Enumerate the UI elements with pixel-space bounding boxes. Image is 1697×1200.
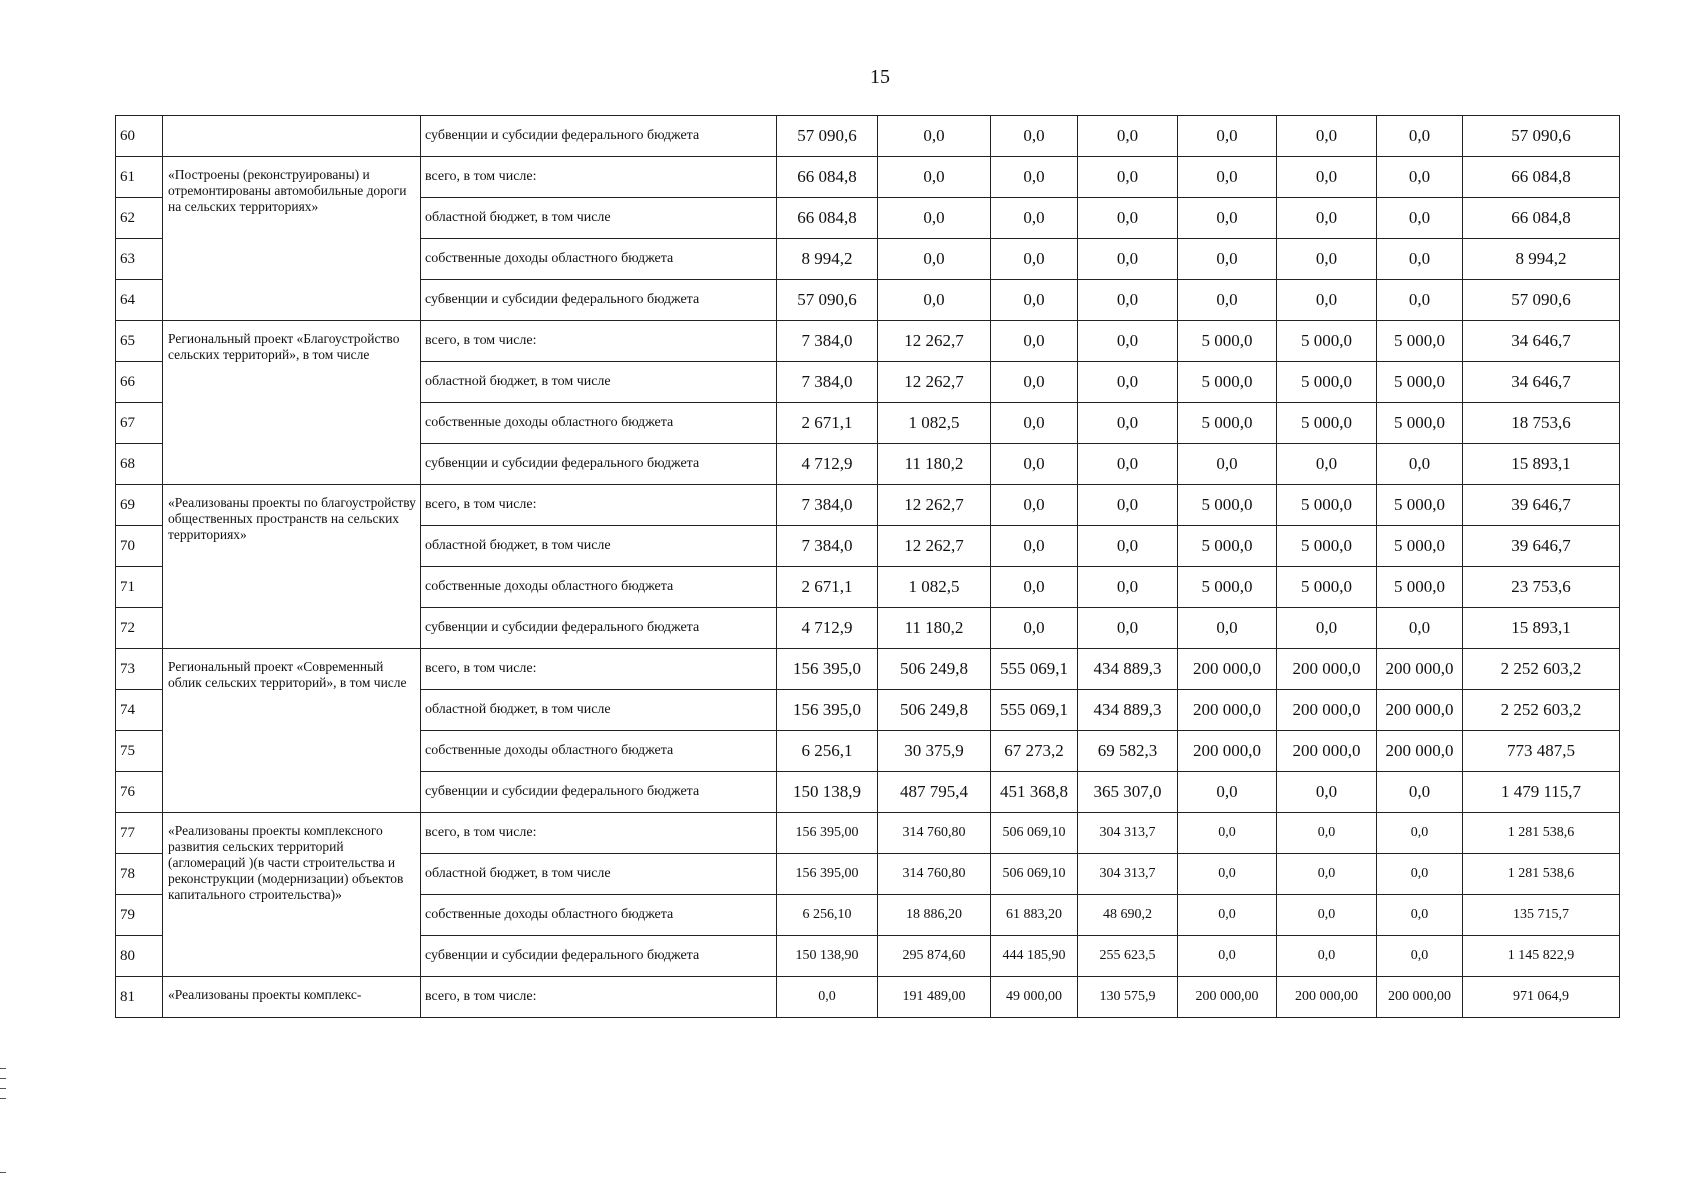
activity-description: «Реализованы проекты комплексного развития сельских территорий (агломераций )(в части строительства и реконструкции (модернизации) объектов капитального строительства)» (163, 813, 421, 977)
value-cell: 0,0 (991, 239, 1078, 280)
value-cell: 487 795,4 (878, 772, 991, 813)
margin-mark (0, 1068, 6, 1069)
value-cell: 57 090,6 (777, 116, 878, 157)
value-cell: 200 000,0 (1377, 731, 1463, 772)
value-cell: 200 000,0 (1377, 690, 1463, 731)
value-cell: 200 000,0 (1178, 731, 1277, 772)
table-row (116, 116, 1620, 157)
row-number: 80 (116, 936, 163, 977)
row-number: 69 (116, 485, 163, 526)
total-value-cell: 66 084,8 (1463, 198, 1620, 239)
value-cell: 5 000,0 (1277, 526, 1377, 567)
total-value-cell: 15 893,1 (1463, 444, 1620, 485)
table-row (116, 977, 1620, 1018)
value-cell: 0,0 (991, 485, 1078, 526)
value-cell: 5 000,0 (1377, 321, 1463, 362)
funding-source: всего, в том числе: (421, 813, 777, 854)
activity-description (163, 116, 421, 157)
value-cell: 0,0 (878, 157, 991, 198)
value-cell: 7 384,0 (777, 526, 878, 567)
value-cell: 0,0 (1178, 280, 1277, 321)
value-cell: 5 000,0 (1178, 567, 1277, 608)
value-cell: 255 623,5 (1078, 936, 1178, 977)
value-cell: 66 084,8 (777, 157, 878, 198)
value-cell: 0,0 (777, 977, 878, 1018)
value-cell: 5 000,0 (1377, 567, 1463, 608)
row-number: 61 (116, 157, 163, 198)
value-cell: 0,0 (1377, 157, 1463, 198)
value-cell: 200 000,00 (1178, 977, 1277, 1018)
total-value-cell: 1 145 822,9 (1463, 936, 1620, 977)
total-value-cell: 34 646,7 (1463, 321, 1620, 362)
value-cell: 12 262,7 (878, 526, 991, 567)
value-cell: 506 249,8 (878, 649, 991, 690)
value-cell: 57 090,6 (777, 280, 878, 321)
total-value-cell: 773 487,5 (1463, 731, 1620, 772)
value-cell: 0,0 (1178, 116, 1277, 157)
total-value-cell: 39 646,7 (1463, 526, 1620, 567)
margin-mark (0, 1098, 6, 1099)
value-cell: 12 262,7 (878, 362, 991, 403)
funding-source: субвенции и субсидии федерального бюджета (421, 116, 777, 157)
value-cell: 200 000,0 (1277, 731, 1377, 772)
row-number: 79 (116, 895, 163, 936)
value-cell: 6 256,10 (777, 895, 878, 936)
value-cell: 0,0 (1078, 198, 1178, 239)
value-cell: 6 256,1 (777, 731, 878, 772)
value-cell: 200 000,0 (1178, 690, 1277, 731)
value-cell: 295 874,60 (878, 936, 991, 977)
value-cell: 200 000,0 (1277, 690, 1377, 731)
row-number: 65 (116, 321, 163, 362)
row-number: 76 (116, 772, 163, 813)
value-cell: 0,0 (991, 362, 1078, 403)
value-cell: 156 395,0 (777, 649, 878, 690)
value-cell: 5 000,0 (1178, 321, 1277, 362)
value-cell: 506 069,10 (991, 813, 1078, 854)
value-cell: 0,0 (1277, 157, 1377, 198)
value-cell: 0,0 (878, 239, 991, 280)
value-cell: 0,0 (1377, 444, 1463, 485)
value-cell: 156 395,00 (777, 813, 878, 854)
table-row (116, 157, 1620, 198)
value-cell: 0,0 (1178, 854, 1277, 895)
value-cell: 156 395,0 (777, 690, 878, 731)
value-cell: 0,0 (1078, 485, 1178, 526)
funding-source: собственные доходы областного бюджета (421, 567, 777, 608)
value-cell: 0,0 (991, 526, 1078, 567)
total-value-cell: 57 090,6 (1463, 280, 1620, 321)
table-row (116, 485, 1620, 526)
value-cell: 1 082,5 (878, 403, 991, 444)
value-cell: 555 069,1 (991, 649, 1078, 690)
value-cell: 0,0 (1377, 239, 1463, 280)
value-cell: 0,0 (1277, 198, 1377, 239)
value-cell: 200 000,00 (1277, 977, 1377, 1018)
value-cell: 5 000,0 (1178, 526, 1277, 567)
total-value-cell: 1 281 538,6 (1463, 813, 1620, 854)
value-cell: 30 375,9 (878, 731, 991, 772)
value-cell: 7 384,0 (777, 321, 878, 362)
value-cell: 49 000,00 (991, 977, 1078, 1018)
row-number: 81 (116, 977, 163, 1018)
value-cell: 0,0 (1178, 936, 1277, 977)
funding-source: субвенции и субсидии федерального бюджета (421, 280, 777, 321)
value-cell: 0,0 (1277, 280, 1377, 321)
row-number: 63 (116, 239, 163, 280)
funding-source: собственные доходы областного бюджета (421, 731, 777, 772)
value-cell: 0,0 (991, 403, 1078, 444)
value-cell: 506 249,8 (878, 690, 991, 731)
value-cell: 444 185,90 (991, 936, 1078, 977)
value-cell: 0,0 (1178, 895, 1277, 936)
row-number: 78 (116, 854, 163, 895)
row-number: 67 (116, 403, 163, 444)
value-cell: 5 000,0 (1377, 362, 1463, 403)
table-row (116, 649, 1620, 690)
value-cell: 66 084,8 (777, 198, 878, 239)
value-cell: 0,0 (878, 198, 991, 239)
value-cell: 0,0 (1277, 772, 1377, 813)
value-cell: 5 000,0 (1178, 362, 1277, 403)
value-cell: 451 368,8 (991, 772, 1078, 813)
funding-source: всего, в том числе: (421, 977, 777, 1018)
value-cell: 0,0 (991, 567, 1078, 608)
value-cell: 0,0 (1178, 157, 1277, 198)
value-cell: 2 671,1 (777, 567, 878, 608)
value-cell: 67 273,2 (991, 731, 1078, 772)
row-number: 68 (116, 444, 163, 485)
value-cell: 0,0 (991, 444, 1078, 485)
total-value-cell: 18 753,6 (1463, 403, 1620, 444)
funding-source: собственные доходы областного бюджета (421, 403, 777, 444)
value-cell: 0,0 (1078, 567, 1178, 608)
value-cell: 0,0 (991, 198, 1078, 239)
value-cell: 434 889,3 (1078, 690, 1178, 731)
value-cell: 314 760,80 (878, 813, 991, 854)
value-cell: 5 000,0 (1277, 362, 1377, 403)
funding-source: всего, в том числе: (421, 321, 777, 362)
value-cell: 0,0 (1277, 116, 1377, 157)
total-value-cell: 2 252 603,2 (1463, 649, 1620, 690)
value-cell: 5 000,0 (1377, 403, 1463, 444)
activity-description: «Реализованы проекты по благоустройству общественных пространств на сельских территориях» (163, 485, 421, 649)
funding-source: субвенции и субсидии федерального бюджета (421, 444, 777, 485)
value-cell: 0,0 (1078, 362, 1178, 403)
value-cell: 0,0 (1178, 772, 1277, 813)
total-value-cell: 66 084,8 (1463, 157, 1620, 198)
row-number: 71 (116, 567, 163, 608)
funding-source: областной бюджет, в том числе (421, 526, 777, 567)
funding-source: областной бюджет, в том числе (421, 362, 777, 403)
value-cell: 5 000,0 (1377, 526, 1463, 567)
value-cell: 0,0 (991, 280, 1078, 321)
funding-source: всего, в том числе: (421, 157, 777, 198)
value-cell: 150 138,90 (777, 936, 878, 977)
value-cell: 0,0 (991, 321, 1078, 362)
value-cell: 2 671,1 (777, 403, 878, 444)
table-row (116, 813, 1620, 854)
value-cell: 304 313,7 (1078, 813, 1178, 854)
value-cell: 506 069,10 (991, 854, 1078, 895)
value-cell: 1 082,5 (878, 567, 991, 608)
page-number: 15 (870, 66, 890, 88)
value-cell: 0,0 (1078, 157, 1178, 198)
funding-source: субвенции и субсидии федерального бюджета (421, 772, 777, 813)
value-cell: 200 000,0 (1178, 649, 1277, 690)
value-cell: 0,0 (991, 157, 1078, 198)
total-value-cell: 39 646,7 (1463, 485, 1620, 526)
funding-source: собственные доходы областного бюджета (421, 895, 777, 936)
value-cell: 0,0 (1377, 116, 1463, 157)
value-cell: 130 575,9 (1078, 977, 1178, 1018)
table-row (116, 321, 1620, 362)
value-cell: 0,0 (1377, 936, 1463, 977)
margin-mark (0, 1088, 6, 1089)
total-value-cell: 15 893,1 (1463, 608, 1620, 649)
value-cell: 0,0 (991, 608, 1078, 649)
total-value-cell: 135 715,7 (1463, 895, 1620, 936)
value-cell: 0,0 (1377, 895, 1463, 936)
row-number: 75 (116, 731, 163, 772)
value-cell: 5 000,0 (1377, 485, 1463, 526)
row-number: 66 (116, 362, 163, 403)
value-cell: 0,0 (1277, 608, 1377, 649)
value-cell: 0,0 (1277, 239, 1377, 280)
value-cell: 11 180,2 (878, 608, 991, 649)
total-value-cell: 23 753,6 (1463, 567, 1620, 608)
row-number: 60 (116, 116, 163, 157)
value-cell: 0,0 (1277, 813, 1377, 854)
value-cell: 0,0 (1377, 608, 1463, 649)
value-cell: 304 313,7 (1078, 854, 1178, 895)
value-cell: 365 307,0 (1078, 772, 1178, 813)
value-cell: 0,0 (991, 116, 1078, 157)
value-cell: 0,0 (1078, 403, 1178, 444)
row-number: 77 (116, 813, 163, 854)
value-cell: 0,0 (1277, 936, 1377, 977)
total-value-cell: 1 281 538,6 (1463, 854, 1620, 895)
row-number: 64 (116, 280, 163, 321)
value-cell: 0,0 (1377, 772, 1463, 813)
total-value-cell: 8 994,2 (1463, 239, 1620, 280)
value-cell: 5 000,0 (1277, 321, 1377, 362)
value-cell: 5 000,0 (1178, 485, 1277, 526)
value-cell: 200 000,00 (1377, 977, 1463, 1018)
activity-description: Региональный проект «Современный облик сельских территорий», в том числе (163, 649, 421, 813)
total-value-cell: 57 090,6 (1463, 116, 1620, 157)
row-number: 73 (116, 649, 163, 690)
value-cell: 0,0 (1078, 116, 1178, 157)
value-cell: 0,0 (1377, 854, 1463, 895)
value-cell: 150 138,9 (777, 772, 878, 813)
funding-source: областной бюджет, в том числе (421, 198, 777, 239)
row-number: 62 (116, 198, 163, 239)
activity-description: «Построены (реконструированы) и отремонтированы автомобильные дороги на сельских территориях» (163, 157, 421, 321)
row-number: 72 (116, 608, 163, 649)
value-cell: 191 489,00 (878, 977, 991, 1018)
value-cell: 12 262,7 (878, 485, 991, 526)
value-cell: 4 712,9 (777, 444, 878, 485)
value-cell: 0,0 (1377, 813, 1463, 854)
value-cell: 0,0 (1078, 526, 1178, 567)
value-cell: 4 712,9 (777, 608, 878, 649)
value-cell: 200 000,0 (1377, 649, 1463, 690)
value-cell: 0,0 (1078, 239, 1178, 280)
value-cell: 0,0 (1078, 444, 1178, 485)
value-cell: 0,0 (1377, 280, 1463, 321)
funding-source: областной бюджет, в том числе (421, 690, 777, 731)
value-cell: 0,0 (1178, 444, 1277, 485)
total-value-cell: 2 252 603,2 (1463, 690, 1620, 731)
total-value-cell: 1 479 115,7 (1463, 772, 1620, 813)
funding-source: субвенции и субсидии федерального бюджета (421, 936, 777, 977)
value-cell: 434 889,3 (1078, 649, 1178, 690)
value-cell: 7 384,0 (777, 485, 878, 526)
value-cell: 0,0 (1277, 444, 1377, 485)
value-cell: 5 000,0 (1277, 403, 1377, 444)
total-value-cell: 971 064,9 (1463, 977, 1620, 1018)
funding-source: собственные доходы областного бюджета (421, 239, 777, 280)
funding-source: субвенции и субсидии федерального бюджета (421, 608, 777, 649)
table-body (116, 116, 1620, 1018)
value-cell: 0,0 (1178, 608, 1277, 649)
value-cell: 5 000,0 (1277, 567, 1377, 608)
value-cell: 0,0 (1178, 239, 1277, 280)
total-value-cell: 34 646,7 (1463, 362, 1620, 403)
value-cell: 5 000,0 (1277, 485, 1377, 526)
value-cell: 0,0 (1277, 895, 1377, 936)
value-cell: 61 883,20 (991, 895, 1078, 936)
margin-mark (0, 1078, 6, 1079)
value-cell: 0,0 (1178, 198, 1277, 239)
value-cell: 7 384,0 (777, 362, 878, 403)
value-cell: 0,0 (878, 280, 991, 321)
value-cell: 0,0 (1377, 198, 1463, 239)
value-cell: 0,0 (1178, 813, 1277, 854)
activity-description: «Реализованы проекты комплекс- (163, 977, 421, 1018)
value-cell: 156 395,00 (777, 854, 878, 895)
row-number: 70 (116, 526, 163, 567)
value-cell: 48 690,2 (1078, 895, 1178, 936)
value-cell: 12 262,7 (878, 321, 991, 362)
value-cell: 200 000,0 (1277, 649, 1377, 690)
value-cell: 8 994,2 (777, 239, 878, 280)
funding-source: всего, в том числе: (421, 649, 777, 690)
activity-description: Региональный проект «Благоустройство сельских территорий», в том числе (163, 321, 421, 485)
value-cell: 11 180,2 (878, 444, 991, 485)
value-cell: 314 760,80 (878, 854, 991, 895)
value-cell: 5 000,0 (1178, 403, 1277, 444)
value-cell: 0,0 (1078, 280, 1178, 321)
value-cell: 555 069,1 (991, 690, 1078, 731)
value-cell: 0,0 (1277, 854, 1377, 895)
row-number: 74 (116, 690, 163, 731)
margin-mark (0, 1172, 6, 1173)
value-cell: 0,0 (1078, 321, 1178, 362)
value-cell: 0,0 (878, 116, 991, 157)
budget-table (115, 115, 1620, 1018)
funding-source: областной бюджет, в том числе (421, 854, 777, 895)
value-cell: 0,0 (1078, 608, 1178, 649)
funding-source: всего, в том числе: (421, 485, 777, 526)
value-cell: 18 886,20 (878, 895, 991, 936)
value-cell: 69 582,3 (1078, 731, 1178, 772)
